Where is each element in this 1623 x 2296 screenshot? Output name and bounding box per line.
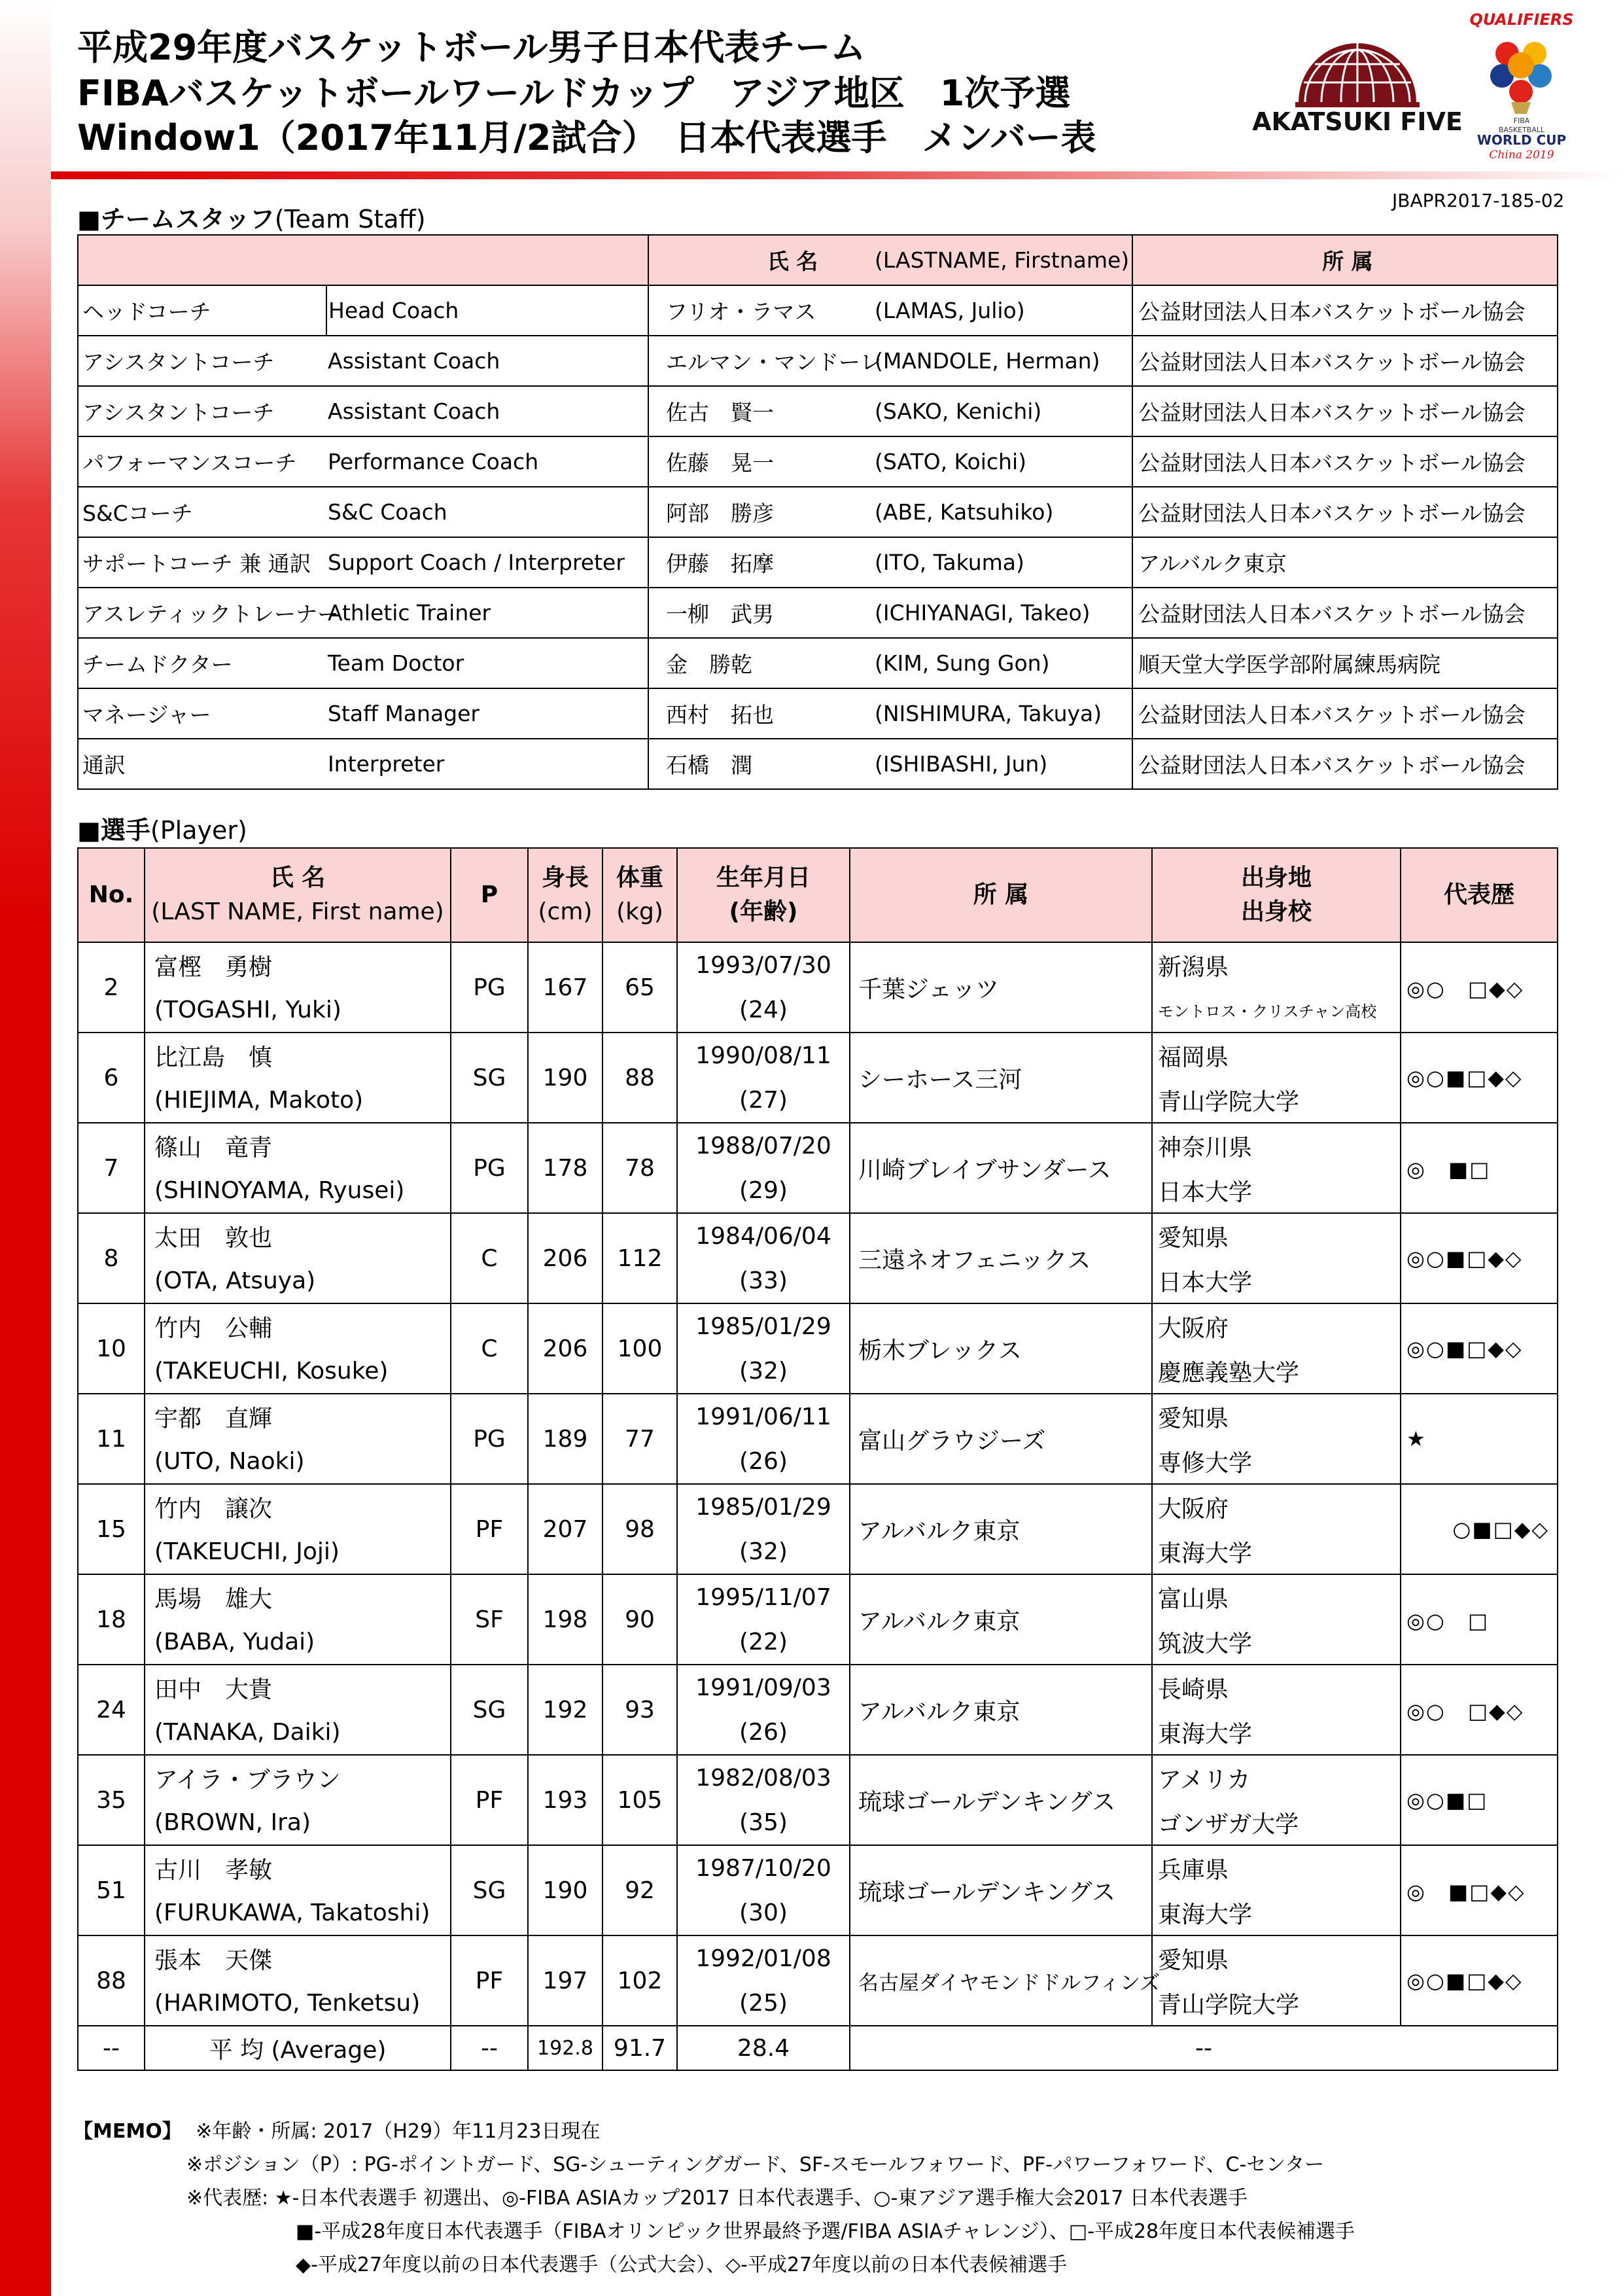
player-header-age-label: (年齢) — [729, 898, 798, 925]
player-caps: ◎ ■□ — [1401, 1123, 1558, 1213]
staff-name-en: (ISHIBASHI, Jun) — [871, 739, 1132, 789]
player-dob: 1991/09/03 — [677, 1665, 850, 1710]
staff-role-en: Assistant Coach — [326, 336, 648, 386]
player-team: 名古屋ダイヤモンドドルフィンズ — [850, 1935, 1152, 2026]
player-position: PG — [451, 1394, 528, 1484]
player-school: 筑波大学 — [1152, 1619, 1401, 1665]
basketball-text: BASKETBALL — [1498, 126, 1545, 134]
player-section-title — [77, 810, 247, 846]
player-team: 三遠ネオフェニックス — [850, 1213, 1152, 1303]
player-weight: 100 — [602, 1303, 677, 1394]
player-no: 35 — [78, 1755, 145, 1845]
staff-org: 公益財団法人日本バスケットボール協会 — [1132, 386, 1558, 436]
player-no: 10 — [78, 1303, 145, 1394]
staff-name-en: (MANDOLE, Herman) — [871, 336, 1132, 386]
player-team: 栃木ブレックス — [850, 1303, 1152, 1394]
staff-header-row — [78, 235, 1558, 285]
player-position: SF — [451, 1574, 528, 1665]
staff-name-jp: 西村 拓也 — [648, 688, 871, 739]
staff-section-title-jp: ■チームスタッフ — [77, 205, 275, 234]
player-name-en: (SHINOYAMA, Ryusei) — [145, 1168, 451, 1213]
memo-line-2: ※ポジション（P）: PG-ポイントガード、SG-シューティングガード、SF-スモールフォワード、PF-パワーフォワード、C-センター — [186, 2153, 1325, 2176]
player-header-caps: 代表歴 — [1401, 848, 1558, 942]
player-header-team: 所 属 — [850, 848, 1152, 942]
player-school: 青山学院大学 — [1152, 1981, 1401, 2026]
memo-line-5: ◆-平成27年度以前の日本代表選手（公式大会）、◇-平成27年度以前の日本代表候補選手 — [296, 2253, 1068, 2276]
player-height: 206 — [528, 1213, 602, 1303]
staff-org: 公益財団法人日本バスケットボール協会 — [1132, 588, 1558, 638]
player-name-jp: アイラ・ブラウン — [145, 1755, 451, 1800]
player-age: (32) — [677, 1529, 850, 1574]
staff-header-name-en: (LASTNAME, Firstname) — [871, 235, 1132, 285]
player-school: モントロス・クリスチャン高校 — [1152, 987, 1401, 1033]
staff-role-jp: チームドクター — [78, 638, 326, 688]
player-section-title-jp: ■選手 — [77, 816, 150, 845]
player-header-height — [528, 848, 602, 942]
player-height: 206 — [528, 1303, 602, 1394]
staff-role-jp: ヘッドコーチ — [78, 285, 326, 336]
player-hometown: 福岡県 — [1152, 1033, 1401, 1078]
staff-name-jp: 石橋 潤 — [648, 739, 871, 789]
staff-role-jp: アシスタントコーチ — [78, 386, 326, 436]
player-school: ゴンザガ大学 — [1152, 1800, 1401, 1845]
player-school: 東海大学 — [1152, 1529, 1401, 1574]
left-red-bar — [0, 0, 51, 2296]
player-section-title-en: (Player) — [150, 816, 247, 845]
player-header-school: 出身校 — [1240, 898, 1312, 925]
average-age: 28.4 — [677, 2026, 850, 2070]
player-row-second-line — [78, 1529, 1558, 1574]
staff-role-jp: 通訳 — [78, 739, 326, 789]
player-height: 167 — [528, 942, 602, 1033]
player-row — [78, 942, 1558, 987]
player-school: 青山学院大学 — [1152, 1078, 1401, 1123]
average-rest: -- — [850, 2026, 1558, 2070]
player-name-jp: 竹内 譲次 — [145, 1484, 451, 1529]
staff-role-en: Athletic Trainer — [326, 588, 648, 638]
staff-role-jp: パフォーマンスコーチ — [78, 436, 326, 487]
player-name-en: (TAKEUCHI, Kosuke) — [145, 1349, 451, 1394]
staff-name-jp: 伊藤 拓摩 — [648, 537, 871, 588]
staff-header-org: 所 属 — [1132, 235, 1558, 285]
player-position: PF — [451, 1755, 528, 1845]
player-name-en: (BABA, Yudai) — [145, 1619, 451, 1665]
player-school: 日本大学 — [1152, 1258, 1401, 1303]
player-height: 190 — [528, 1033, 602, 1123]
player-age: (25) — [677, 1981, 850, 2026]
player-hometown: 富山県 — [1152, 1574, 1401, 1619]
memo-text-1: ※年齢・所属: 2017（H29）年11月23日現在 — [196, 2120, 601, 2143]
staff-role-jp: アシスタントコーチ — [78, 336, 326, 386]
akatsuki-logo-text: AKATSUKI FIVE — [1252, 107, 1463, 136]
player-caps: ◎○■□◆◇ — [1401, 1935, 1558, 2026]
player-header-height-unit: (cm) — [538, 898, 593, 925]
staff-name-en: (LAMAS, Julio) — [871, 285, 1132, 336]
staff-role-en: Assistant Coach — [326, 386, 648, 436]
player-position: C — [451, 1213, 528, 1303]
player-no: 24 — [78, 1665, 145, 1755]
staff-row — [78, 638, 1558, 688]
player-row-second-line — [78, 1890, 1558, 1935]
player-name-en: (UTO, Naoki) — [145, 1439, 451, 1484]
player-name-jp: 馬場 雄大 — [145, 1574, 451, 1619]
player-row — [78, 1665, 1558, 1710]
player-dob: 1988/07/20 — [677, 1123, 850, 1168]
player-age: (33) — [677, 1258, 850, 1303]
player-age: (26) — [677, 1439, 850, 1484]
player-table — [77, 847, 1558, 2071]
player-weight: 98 — [602, 1484, 677, 1574]
staff-org: 公益財団法人日本バスケットボール協会 — [1132, 739, 1558, 789]
player-row-second-line — [78, 1258, 1558, 1303]
player-weight: 112 — [602, 1213, 677, 1303]
player-caps: ◎○ □◆◇ — [1401, 942, 1558, 1033]
player-name-en: (HIEJIMA, Makoto) — [145, 1078, 451, 1123]
player-header-height-label: 身長 — [541, 864, 589, 891]
staff-org: 公益財団法人日本バスケットボール協会 — [1132, 285, 1558, 336]
player-height: 193 — [528, 1755, 602, 1845]
staff-role-en: Team Doctor — [326, 638, 648, 688]
player-dob: 1985/01/29 — [677, 1303, 850, 1349]
title-line-1: 平成29年度バスケットボール男子日本代表チーム — [77, 27, 866, 68]
average-weight: 91.7 — [602, 2026, 677, 2070]
player-school: 慶應義塾大学 — [1152, 1349, 1401, 1394]
player-school: 専修大学 — [1152, 1439, 1401, 1484]
player-position: PG — [451, 942, 528, 1033]
player-no: 2 — [78, 942, 145, 1033]
player-position: PG — [451, 1123, 528, 1213]
player-team: 千葉ジェッツ — [850, 942, 1152, 1033]
qualifiers-text: QUALIFIERS — [1469, 10, 1574, 29]
staff-role-jp: サポートコーチ 兼 通訳 — [78, 537, 326, 588]
player-row — [78, 1033, 1558, 1078]
staff-role-jp: マネージャー — [78, 688, 326, 739]
player-no: 8 — [78, 1213, 145, 1303]
player-hometown: 長崎県 — [1152, 1665, 1401, 1710]
staff-section-title-en: (Team Staff) — [274, 205, 426, 234]
player-name-jp: 田中 大貴 — [145, 1665, 451, 1710]
player-caps: ◎○■□◆◇ — [1401, 1213, 1558, 1303]
staff-org: 公益財団法人日本バスケットボール協会 — [1132, 688, 1558, 739]
staff-name-jp: フリオ・ラマス — [648, 285, 871, 336]
player-team: 琉球ゴールデンキングス — [850, 1755, 1152, 1845]
player-row-second-line — [78, 1349, 1558, 1394]
player-dob: 1991/06/11 — [677, 1394, 850, 1439]
player-age: (29) — [677, 1168, 850, 1213]
memo-label: 【MEMO】 — [73, 2120, 182, 2143]
player-hometown: 兵庫県 — [1152, 1845, 1401, 1890]
player-weight: 90 — [602, 1574, 677, 1665]
player-row-second-line — [78, 1619, 1558, 1665]
player-dob: 1990/08/11 — [677, 1033, 850, 1078]
player-height: 207 — [528, 1484, 602, 1574]
player-row — [78, 1213, 1558, 1258]
player-weight: 105 — [602, 1755, 677, 1845]
player-row-second-line — [78, 1439, 1558, 1484]
staff-header-name-jp: 氏 名 — [648, 235, 871, 285]
player-name-jp: 竹内 公輔 — [145, 1303, 451, 1349]
player-row — [78, 1755, 1558, 1800]
player-dob: 1984/06/04 — [677, 1213, 850, 1258]
player-header-dob — [677, 848, 850, 942]
staff-name-en: (SAKO, Kenichi) — [871, 386, 1132, 436]
player-position: SG — [451, 1033, 528, 1123]
title-line-2: FIBAバスケットボールワールドカップ アジア地区 1次予選 — [77, 73, 1071, 114]
player-no: 15 — [78, 1484, 145, 1574]
player-position: PF — [451, 1484, 528, 1574]
player-row-second-line — [78, 1981, 1558, 2026]
player-weight: 65 — [602, 942, 677, 1033]
average-no: -- — [78, 2026, 145, 2070]
staff-role-jp: S&Cコーチ — [78, 487, 326, 537]
player-hometown: 新潟県 — [1152, 942, 1401, 987]
player-team: アルバルク東京 — [850, 1484, 1152, 1574]
staff-section-title — [77, 199, 426, 235]
staff-name-en: (ITO, Takuma) — [871, 537, 1132, 588]
player-name-en: (BROWN, Ira) — [145, 1800, 451, 1845]
player-caps: ○■□◆◇ — [1401, 1484, 1558, 1574]
staff-role-en: Interpreter — [326, 739, 648, 789]
player-position: PF — [451, 1935, 528, 2026]
staff-name-jp: 佐古 賢一 — [648, 386, 871, 436]
player-no: 11 — [78, 1394, 145, 1484]
player-row-second-line — [78, 1168, 1558, 1213]
player-caps: ◎○ □◆◇ — [1401, 1665, 1558, 1755]
player-no: 6 — [78, 1033, 145, 1123]
player-dob: 1993/07/30 — [677, 942, 850, 987]
player-name-jp: 古川 孝敏 — [145, 1845, 451, 1890]
player-dob: 1995/11/07 — [677, 1574, 850, 1619]
staff-role-en: Performance Coach — [326, 436, 648, 487]
player-name-jp: 比江島 慎 — [145, 1033, 451, 1078]
player-row — [78, 1574, 1558, 1619]
player-name-jp: 篠山 竜青 — [145, 1123, 451, 1168]
fiba-text: FIBA — [1513, 116, 1530, 125]
player-weight: 102 — [602, 1935, 677, 2026]
staff-name-jp: 阿部 勝彦 — [648, 487, 871, 537]
player-hometown: 愛知県 — [1152, 1935, 1401, 1981]
player-height: 198 — [528, 1574, 602, 1665]
player-age: (32) — [677, 1349, 850, 1394]
player-header-name-jp: 氏 名 — [270, 864, 326, 891]
player-header-no: No. — [78, 848, 145, 942]
player-caps: ◎○■□ — [1401, 1755, 1558, 1845]
player-name-en: (TAKEUCHI, Joji) — [145, 1529, 451, 1574]
staff-name-jp: 一柳 武男 — [648, 588, 871, 638]
staff-row — [78, 739, 1558, 789]
world-cup-text: WORLD CUP — [1476, 132, 1567, 148]
staff-row — [78, 588, 1558, 638]
player-age: (30) — [677, 1890, 850, 1935]
player-name-en: (TOGASHI, Yuki) — [145, 987, 451, 1033]
player-position: SG — [451, 1665, 528, 1755]
player-average-row — [78, 2026, 1558, 2070]
player-age: (22) — [677, 1619, 850, 1665]
player-position: SG — [451, 1845, 528, 1935]
staff-name-jp: エルマン・マンドーレ — [648, 336, 871, 386]
player-dob: 1982/08/03 — [677, 1755, 850, 1800]
staff-header-role — [78, 235, 648, 285]
memo-line-1 — [73, 2115, 600, 2144]
player-name-en: (FURUKAWA, Takatoshi) — [145, 1890, 451, 1935]
player-name-jp: 富樫 勇樹 — [145, 942, 451, 987]
staff-name-jp: 金 勝乾 — [648, 638, 871, 688]
player-row — [78, 1845, 1558, 1890]
player-age: (26) — [677, 1710, 850, 1755]
staff-org: 公益財団法人日本バスケットボール協会 — [1132, 336, 1558, 386]
player-header-row — [78, 848, 1558, 942]
player-no: 18 — [78, 1574, 145, 1665]
player-no: 51 — [78, 1845, 145, 1935]
player-caps: ◎○■□◆◇ — [1401, 1303, 1558, 1394]
player-school: 日本大学 — [1152, 1168, 1401, 1213]
average-label: 平 均 (Average) — [145, 2026, 451, 2070]
staff-table — [77, 234, 1558, 790]
player-team: 富山グラウジーズ — [850, 1394, 1152, 1484]
player-header-weight-unit: (kg) — [616, 898, 663, 925]
staff-role-jp: アスレティックトレーナー — [78, 588, 326, 638]
player-hometown: アメリカ — [1152, 1755, 1401, 1800]
player-height: 192 — [528, 1665, 602, 1755]
player-header-pos: P — [451, 848, 528, 942]
player-name-jp: 宇都 直輝 — [145, 1394, 451, 1439]
player-name-en: (OTA, Atsuya) — [145, 1258, 451, 1303]
player-no: 7 — [78, 1123, 145, 1213]
staff-row — [78, 537, 1558, 588]
staff-org: 公益財団法人日本バスケットボール協会 — [1132, 436, 1558, 487]
player-school: 東海大学 — [1152, 1710, 1401, 1755]
player-age: (27) — [677, 1078, 850, 1123]
player-hometown: 愛知県 — [1152, 1213, 1401, 1258]
player-name-en: (HARIMOTO, Tenketsu) — [145, 1981, 451, 2026]
player-row — [78, 1935, 1558, 1981]
player-name-jp: 太田 敦也 — [145, 1213, 451, 1258]
staff-name-en: (KIM, Sung Gon) — [871, 638, 1132, 688]
staff-row — [78, 336, 1558, 386]
memo-line-3: ※代表歴: ★-日本代表選手 初選出、◎-FIBA ASIAカップ2017 日本代表選手、○-東アジア選手権大会2017 日本代表選手 — [186, 2187, 1248, 2210]
player-hometown: 大阪府 — [1152, 1484, 1401, 1529]
player-team: 川崎ブレイブサンダース — [850, 1123, 1152, 1213]
player-dob: 1992/01/08 — [677, 1935, 850, 1981]
player-age: (24) — [677, 987, 850, 1033]
average-height: 192.8 — [528, 2026, 602, 2070]
player-no: 88 — [78, 1935, 145, 2026]
title-line-3: Window1（2017年11月/2試合） 日本代表選手 メンバー表 — [77, 117, 1096, 158]
player-hometown: 愛知県 — [1152, 1394, 1401, 1439]
player-team: アルバルク東京 — [850, 1574, 1152, 1665]
player-caps: ◎○ □ — [1401, 1574, 1558, 1665]
player-row — [78, 1394, 1558, 1439]
header-red-rule — [51, 171, 1623, 179]
player-row — [78, 1484, 1558, 1529]
player-weight: 88 — [602, 1033, 677, 1123]
player-hometown: 大阪府 — [1152, 1303, 1401, 1349]
player-row-second-line — [78, 1710, 1558, 1755]
staff-role-en: S&C Coach — [326, 487, 648, 537]
player-dob: 1985/01/29 — [677, 1484, 850, 1529]
player-weight: 77 — [602, 1394, 677, 1484]
akatsuki-five-logo — [1252, 24, 1463, 158]
player-team: アルバルク東京 — [850, 1665, 1152, 1755]
player-caps: ◎ ■□◆◇ — [1401, 1845, 1558, 1935]
player-row-second-line — [78, 1078, 1558, 1123]
staff-name-jp: 佐藤 晃一 — [648, 436, 871, 487]
staff-row — [78, 285, 1558, 336]
player-weight: 92 — [602, 1845, 677, 1935]
player-height: 190 — [528, 1845, 602, 1935]
china-2019-text: China 2019 — [1489, 149, 1554, 162]
average-pos: -- — [451, 2026, 528, 2070]
player-weight: 78 — [602, 1123, 677, 1213]
staff-row — [78, 487, 1558, 537]
staff-org: 順天堂大学医学部附属練馬病院 — [1132, 638, 1558, 688]
staff-name-en: (SATO, Koichi) — [871, 436, 1132, 487]
staff-name-en: (ABE, Katsuhiko) — [871, 487, 1132, 537]
player-caps: ★ — [1401, 1394, 1558, 1484]
document-id: JBAPR2017-185-02 — [1392, 190, 1565, 211]
player-height: 178 — [528, 1123, 602, 1213]
player-header-weight-label: 体重 — [616, 864, 663, 891]
player-height: 197 — [528, 1935, 602, 2026]
staff-row — [78, 688, 1558, 739]
staff-row — [78, 386, 1558, 436]
player-dob: 1987/10/20 — [677, 1845, 850, 1890]
player-row-second-line — [78, 1800, 1558, 1845]
player-header-dob-label: 生年月日 — [716, 864, 811, 891]
staff-name-en: (ICHIYANAGI, Takeo) — [871, 588, 1132, 638]
memo-line-4: ■-平成28年度日本代表選手（FIBAオリンピック世界最終予選/FIBA ASIAチャレンジ）、□-平成28年度日本代表候補選手 — [296, 2220, 1355, 2243]
player-team: シーホース三河 — [850, 1033, 1152, 1123]
player-weight: 93 — [602, 1665, 677, 1755]
staff-row — [78, 436, 1558, 487]
player-school: 東海大学 — [1152, 1890, 1401, 1935]
staff-role-en: Support Coach / Interpreter — [326, 537, 648, 588]
player-row-second-line — [78, 987, 1558, 1033]
player-header-origin — [1152, 848, 1401, 942]
staff-org: 公益財団法人日本バスケットボール協会 — [1132, 487, 1558, 537]
player-name-jp: 張本 天傑 — [145, 1935, 451, 1981]
player-header-weight — [602, 848, 677, 942]
player-team: 琉球ゴールデンキングス — [850, 1845, 1152, 1935]
player-header-hometown: 出身地 — [1240, 864, 1312, 891]
world-cup-qualifiers-logo — [1464, 10, 1579, 168]
staff-role-en: Head Coach — [326, 285, 648, 336]
player-age: (35) — [677, 1800, 850, 1845]
staff-name-en: (NISHIMURA, Takuya) — [871, 688, 1132, 739]
player-name-en: (TANAKA, Daiki) — [145, 1710, 451, 1755]
player-row — [78, 1303, 1558, 1349]
player-header-name-en: (LAST NAME, First name) — [151, 898, 444, 925]
player-row — [78, 1123, 1558, 1168]
staff-org: アルバルク東京 — [1132, 537, 1558, 588]
player-hometown: 神奈川県 — [1152, 1123, 1401, 1168]
staff-role-en: Staff Manager — [326, 688, 648, 739]
player-caps: ◎○■□◆◇ — [1401, 1033, 1558, 1123]
player-header-name — [145, 848, 451, 942]
player-height: 189 — [528, 1394, 602, 1484]
player-position: C — [451, 1303, 528, 1394]
